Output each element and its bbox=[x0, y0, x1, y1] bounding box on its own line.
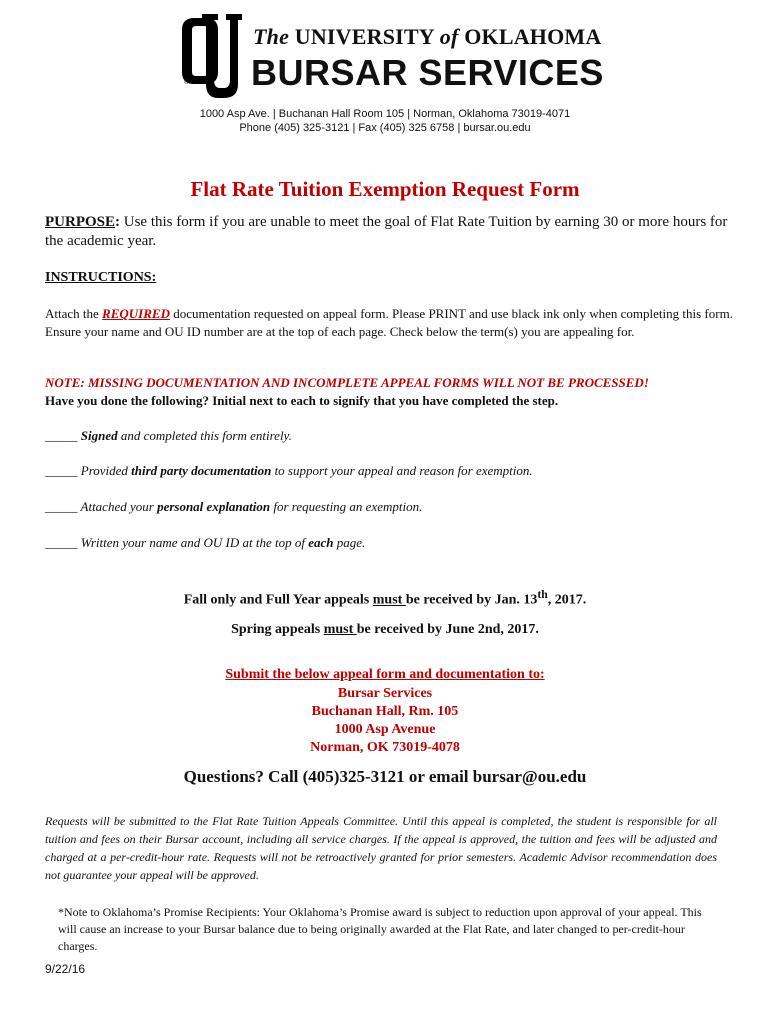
spring-must: must bbox=[323, 622, 357, 637]
spring-post: be received by June 2nd, 2017. bbox=[356, 622, 539, 637]
address-line: 1000 Asp Ave. | Buchanan Hall Room 105 | Norman, Oklahoma 73019-4071 bbox=[199, 108, 571, 120]
of-text: of bbox=[439, 24, 459, 49]
item-emphasis: each bbox=[308, 535, 334, 550]
fall-mid: be received by Jan. 13 bbox=[405, 592, 538, 608]
checklist-item bbox=[45, 499, 422, 515]
questions-contact: Questions? Call (405)325-3121 or email bursar@ou.edu bbox=[183, 767, 587, 786]
requests-paragraph: Requests will be submitted to the Flat Rate Tuition Appeals Committee. Until this appeal is completed, the student is responsible for all tuition and fees on their Bursar account, including all service charges. If the appeal is approved, the tuition and fees will be adjusted and charged at a per-credit-hour rate. Requests will not be retroactively granted for prior semesters. Academic Advisor recommendation does not guarantee your appeal will be approved. bbox=[45, 814, 717, 882]
checklist-item bbox=[45, 535, 365, 551]
item-pre: Attached your bbox=[80, 499, 158, 514]
item-post: to support your appeal and reason for exemption. bbox=[271, 463, 533, 478]
submit-address-line: 1000 Asp Avenue bbox=[334, 722, 436, 737]
note-warning: NOTE: MISSING DOCUMENTATION AND INCOMPLETE APPEAL FORMS WILL NOT BE PROCESSED! bbox=[45, 375, 649, 390]
purpose-colon: : bbox=[115, 214, 121, 230]
instructions-heading: INSTRUCTIONS: bbox=[45, 270, 157, 285]
item-post: for requesting an exemption. bbox=[270, 499, 423, 514]
initial-blank[interactable]: _____ bbox=[45, 428, 81, 443]
spring-pre: Spring appeals bbox=[231, 622, 324, 637]
form-date: 9/22/16 bbox=[45, 962, 86, 976]
fall-sup: th bbox=[537, 588, 548, 601]
bursar-services-title: BURSAR SERVICES bbox=[251, 52, 604, 93]
letterhead bbox=[0, 0, 770, 140]
form-title: Flat Rate Tuition Exemption Request Form bbox=[190, 177, 580, 201]
submit-address-line: Bursar Services bbox=[337, 686, 433, 701]
ou-logo-icon bbox=[178, 14, 242, 100]
item-post: page. bbox=[333, 535, 366, 550]
fall-must: must bbox=[372, 592, 406, 608]
instructions-text bbox=[45, 305, 735, 341]
submit-heading: Submit the below appeal form and documentation to: bbox=[225, 667, 545, 682]
instructions-post: documentation requested on appeal form. Please PRINT and use black ink only when completing this form. Ensure your name and OU ID number are at the top of each page. Check below the term(s) you are appealing for. bbox=[45, 306, 733, 339]
instructions-pre: Attach the bbox=[45, 306, 103, 321]
item-post: and completed this form entirely. bbox=[117, 428, 292, 443]
fall-deadline bbox=[0, 588, 770, 609]
item-pre: Written your name and OU ID at the top of bbox=[80, 535, 309, 550]
fall-post: , 2017. bbox=[547, 592, 587, 608]
initial-blank[interactable]: _____ bbox=[45, 463, 81, 478]
fall-pre: Fall only and Full Year appeals bbox=[183, 592, 373, 608]
initial-blank[interactable]: _____ bbox=[45, 499, 81, 514]
checklist-intro: Have you done the following? Initial next to each to signify that you have completed the step. bbox=[45, 393, 559, 408]
spring-deadline bbox=[0, 622, 770, 638]
submit-address-line: Norman, OK 73019-4078 bbox=[310, 740, 460, 755]
purpose-label: PURPOSE bbox=[45, 214, 116, 230]
the-text: The bbox=[253, 24, 290, 49]
required-label: REQUIRED bbox=[102, 306, 170, 321]
item-emphasis: Signed bbox=[80, 428, 118, 443]
checklist-item bbox=[45, 463, 533, 479]
checklist-item bbox=[45, 428, 292, 444]
contact-line: Phone (405) 325-3121 | Fax (405) 325 6758 | bursar.ou.edu bbox=[239, 122, 531, 134]
initial-blank[interactable]: _____ bbox=[45, 535, 81, 550]
item-pre: Provided bbox=[80, 463, 132, 478]
registered-mark: ® bbox=[184, 79, 190, 86]
purpose-text: Use this form if you are unable to meet the goal of Flat Rate Tuition by earning 30 or more hours for the academic year. bbox=[45, 214, 728, 249]
item-emphasis: third party documentation bbox=[131, 463, 272, 478]
university-name bbox=[253, 24, 601, 50]
university-text: UNIVERSITY bbox=[294, 24, 435, 49]
item-emphasis: personal explanation bbox=[157, 499, 271, 514]
oklahoma-text: OKLAHOMA bbox=[464, 24, 602, 49]
promise-note: *Note to Oklahoma’s Promise Recipients: Your Oklahoma’s Promise award is subject to reduction upon approval of your appeal. This will cause an increase to your Bursar balance due to being originally awarded at the Flat Rate, and later changed to per-credit-hour charges. bbox=[58, 905, 702, 953]
submit-address-line: Buchanan Hall, Rm. 105 bbox=[311, 704, 459, 719]
purpose-paragraph bbox=[45, 213, 735, 251]
